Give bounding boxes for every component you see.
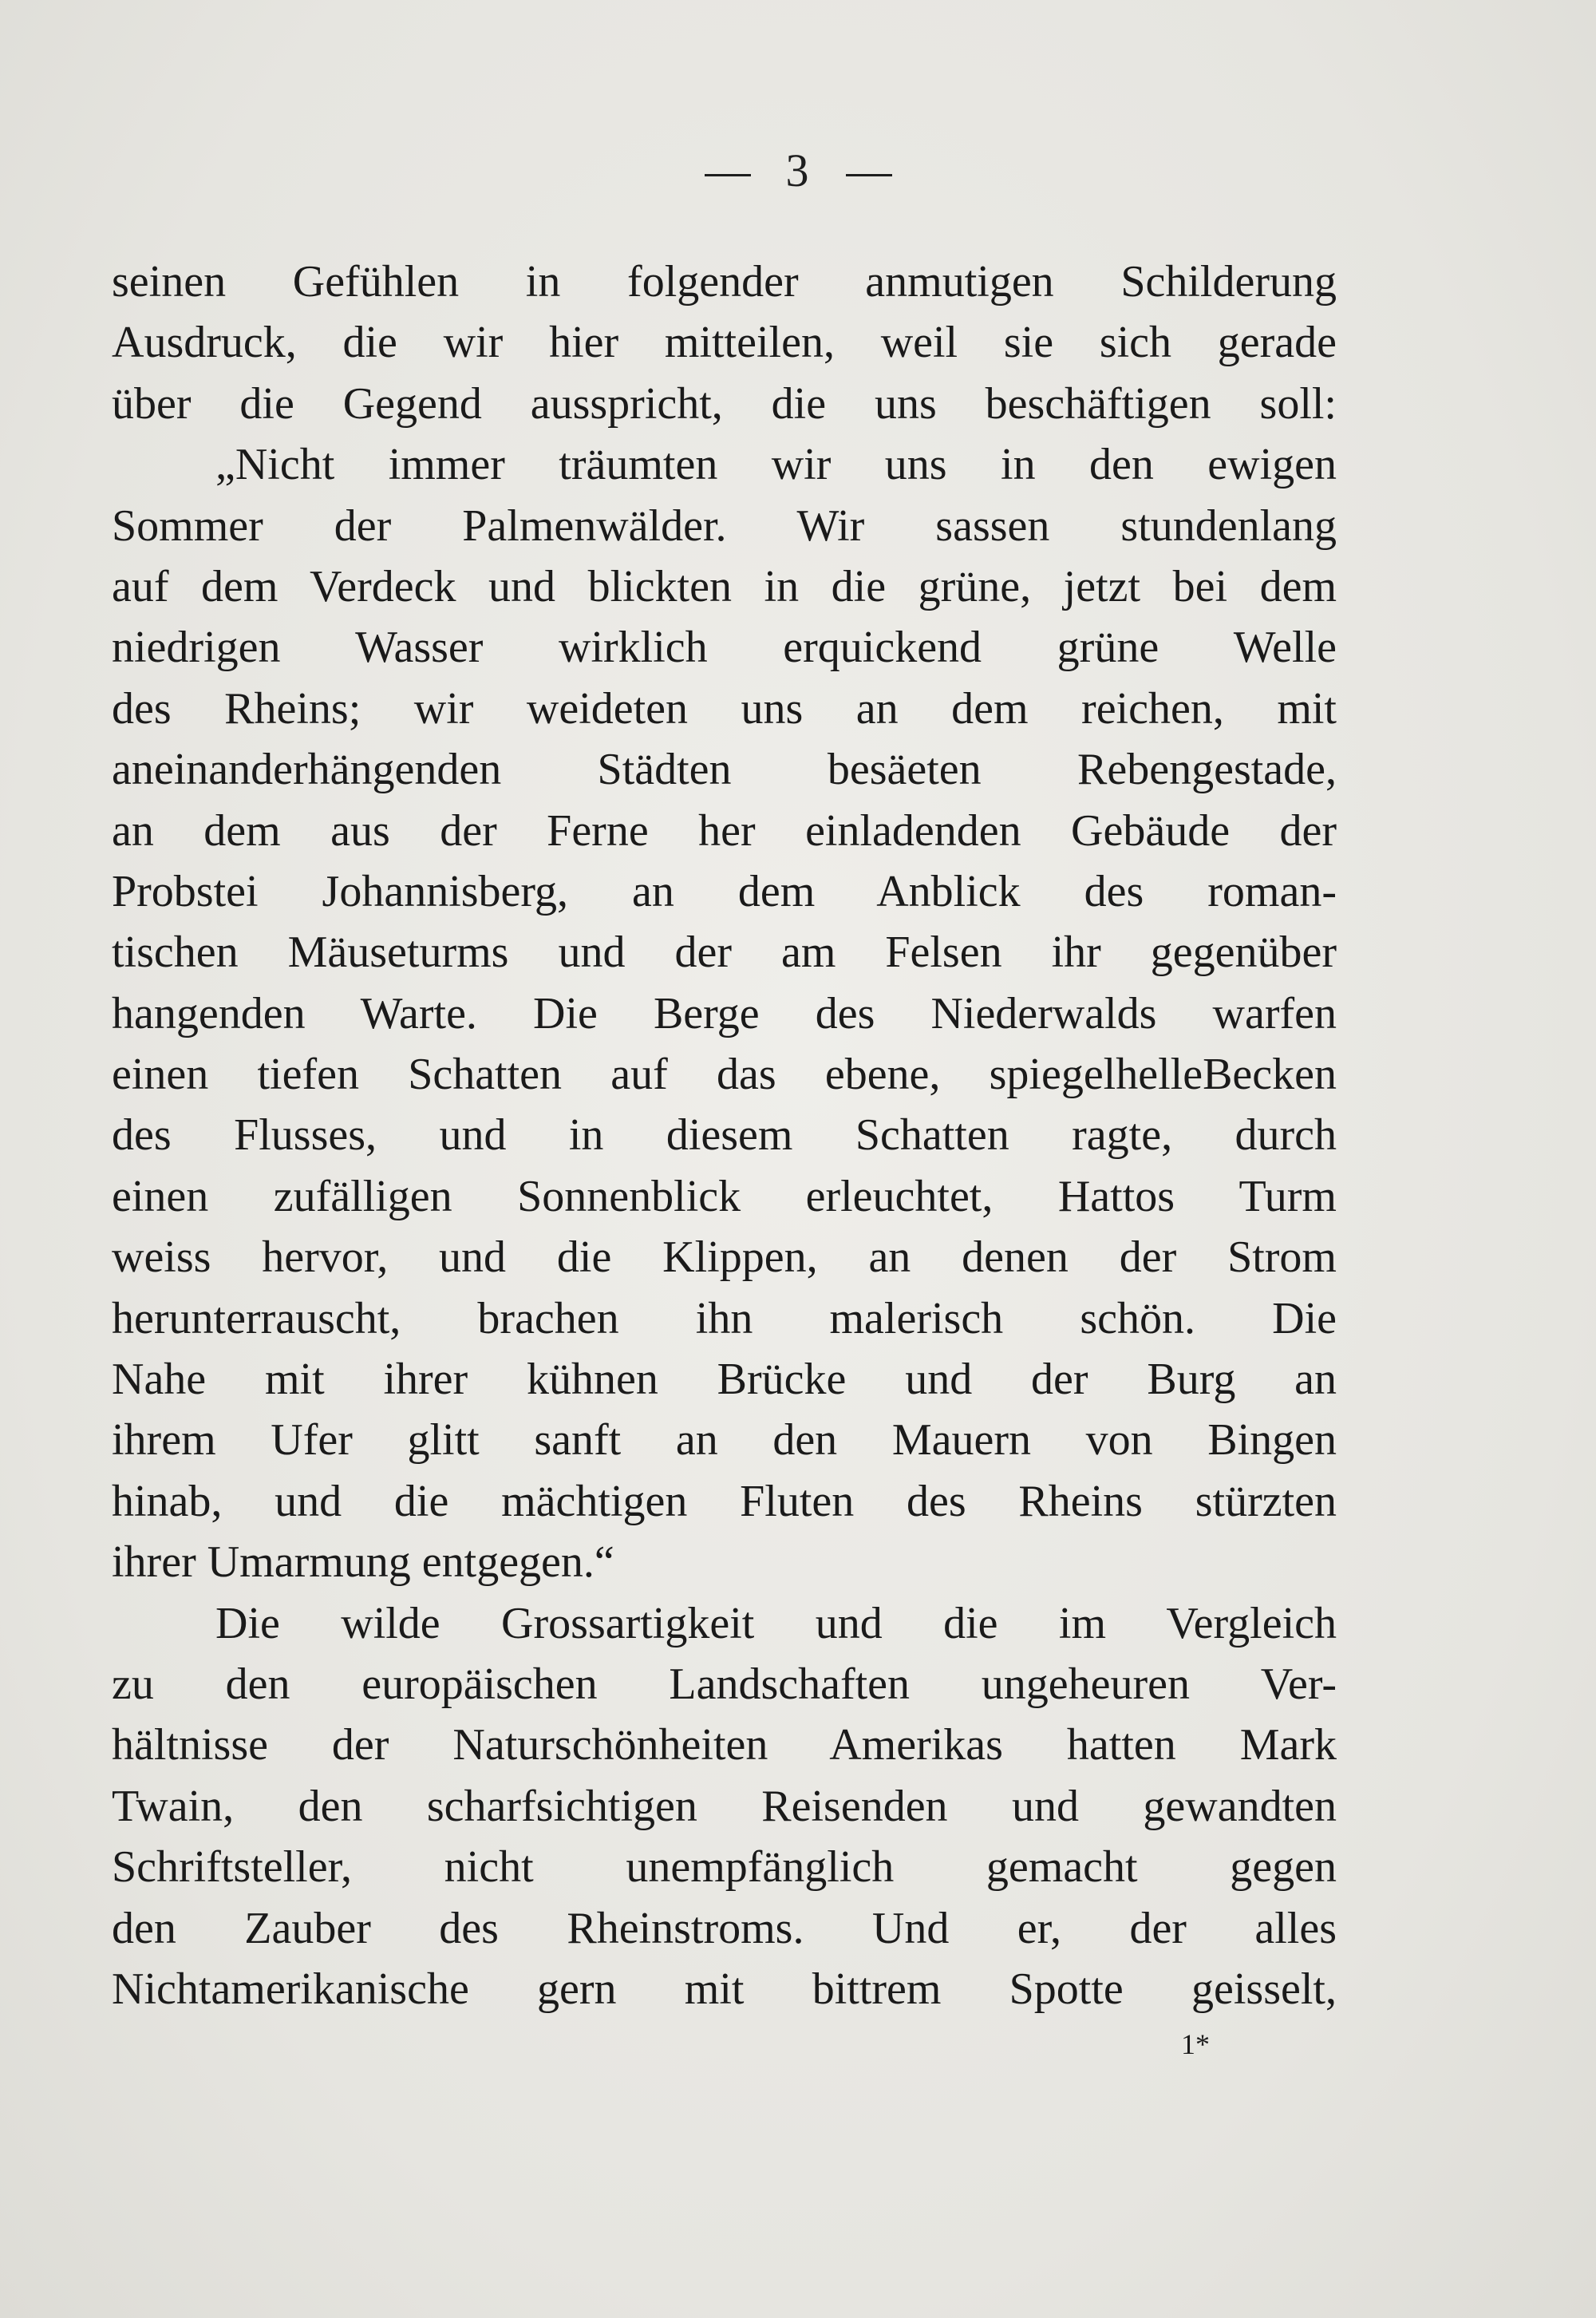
page-number-header: [0, 144, 1596, 197]
text-line: seinen Gefühlen in folgender anmutigen Schilderung: [112, 257, 1337, 307]
text-line: Schriftsteller, nicht unempfänglich gemacht gegen: [112, 1842, 1337, 1893]
text-line: Twain, den scharfsichtigen Reisenden und gewandten: [112, 1781, 1337, 1831]
text-line: zu den europäischen Landschaften ungeheuren Ver-: [112, 1659, 1337, 1709]
text-line: hangenden Warte. Die Berge des Niederwalds warfen: [112, 988, 1337, 1038]
text-line: hinab, und die mächtigen Fluten des Rheins stürzten: [112, 1476, 1337, 1526]
text-line: an dem aus der Ferne her einladenden Gebäude der: [112, 805, 1337, 856]
left-dash: [705, 174, 751, 176]
text-line: einen tiefen Schatten auf das ebene, spiegelhelleBecken: [112, 1050, 1337, 1100]
text-line: Ausdruck, die wir hier mitteilen, weil sie sich gerade: [112, 318, 1337, 368]
text-line: herunterrauscht, brachen ihn malerisch schön. Die: [112, 1293, 1337, 1343]
text-line: Probstei Johannisberg, an dem Anblick des roman-: [112, 866, 1337, 916]
text-line: Die wilde Grossartigkeit und die im Vergleich: [215, 1598, 1337, 1648]
text-line: Nahe mit ihrer kühnen Brücke und der Burg an: [112, 1355, 1337, 1405]
text-line: ihrem Ufer glitt sanft an den Mauern von Bingen: [112, 1415, 1337, 1466]
text-line: auf dem Verdeck und blickten in die grüne, jetzt bei dem: [112, 561, 1337, 611]
text-line: Nichtamerikanische gern mit bittrem Spotte geisselt,: [112, 1964, 1337, 2014]
text-line: aneinanderhängenden Städten besäeten Rebengestade,: [112, 745, 1337, 795]
text-line: des Rheins; wir weideten uns an dem reichen, mit: [112, 683, 1337, 734]
text-line: „Nicht immer träumten wir uns in den ewigen: [215, 440, 1337, 490]
text-line: tischen Mäuseturms und der am Felsen ihr gegenüber: [112, 928, 1337, 978]
text-line: weiss hervor, und die Klippen, an denen der Strom: [112, 1232, 1337, 1283]
text-line: niedrigen Wasser wirklich erquickend grüne Welle: [112, 623, 1337, 673]
page-number: 3: [785, 144, 811, 196]
text-line: einen zufälligen Sonnenblick erleuchtet, Hattos Turm: [112, 1171, 1337, 1221]
text-line: ihrer Umarmung entgegen.“: [112, 1537, 614, 1588]
body-text: [112, 251, 1337, 2019]
text-line: hältnisse der Naturschönheiten Amerikas hatten Mark: [112, 1720, 1337, 1770]
text-line: Sommer der Palmenwälder. Wir sassen stundenlang: [112, 500, 1337, 551]
text-line: über die Gegend ausspricht, die uns beschäftigen soll:: [112, 378, 1337, 429]
right-dash: [846, 174, 892, 176]
text-line: des Flusses, und in diesem Schatten ragte, durch: [112, 1110, 1337, 1161]
text-line: den Zauber des Rheinstroms. Und er, der alles: [112, 1903, 1337, 1953]
signature-mark: 1*: [1181, 2028, 1210, 2060]
